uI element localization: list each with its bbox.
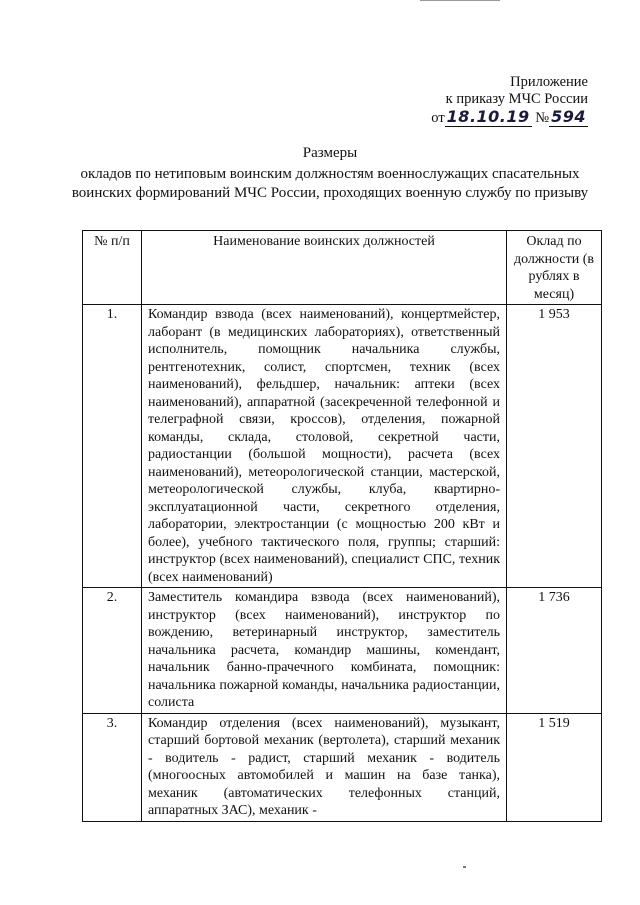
header-name: Наименование воинских должностей — [142, 231, 507, 305]
header-num: № п/п — [83, 231, 142, 305]
annex-date-number — [388, 108, 588, 127]
row-position-names: Заместитель командира взвода (всех наименований), инструктор (всех наименований), инструктор по вождению, ветеринарный инструктор, заместитель начальника расчета, командир машины, комендант, начальник банно-прачечного комбината, помощник: начальника пожарной команды, начальника радиостанции, солиста — [142, 588, 507, 714]
table-header-row — [83, 231, 602, 305]
from-label: от — [431, 110, 445, 126]
row-num: 3. — [83, 713, 142, 821]
handwritten-date: 18.10.19 — [446, 107, 530, 126]
scan-artifact — [420, 0, 500, 3]
scan-artifact-dot — [463, 866, 466, 868]
row-salary: 1 519 — [507, 713, 602, 821]
row-num: 1. — [83, 305, 142, 588]
row-position-names: Командир отделения (всех наименований), музыкант, старший бортовой механик (вертолета), старший механик - водитель - радист, старший механик - водитель (многоосных автомобилей и машин на базе танка), механик (автоматических телефонных станций, аппаратных ЗАС), механик - — [142, 713, 507, 821]
annex-label: Приложение — [510, 74, 588, 90]
row-salary: 1 953 — [507, 305, 602, 588]
table-row — [83, 305, 602, 588]
header-salary: Оклад по должности (в рублях в месяц) — [507, 231, 602, 305]
row-num: 2. — [83, 588, 142, 714]
title-subtitle: окладов по нетиповым воинским должностям военнослужащих спасательных воинских формирований МЧС России, проходящих военную службу по призыву — [71, 166, 589, 201]
handwritten-number: 594 — [551, 107, 586, 126]
row-position-names: Командир взвода (всех наименований), концертмейстер, лаборант (в медицинских лабораториях), ответственный исполнитель, помощник начальника службы, рентгенотехник, солист, спортсмен, техник (всех наименований), фельдшер, начальник: аптеки (всех наименований), аппаратной (засекреченной телефонной и телеграфной связи, кроссов), отделения, пожарной команды, склада, столовой, секретной части, радиостанции (большой мощности), расчета (всех наименований), метеорологической станции, мастерской, метеорологической службы, клуба, квартирно-эксплуатационной части, секретного отделения, лаборатории, электростанции (с мощностью 200 кВт и более), учебного тактического поля, группы; старший: инструктор (всех наименований), специалист СПС, техник (всех наименований) — [142, 305, 507, 588]
number-label: № — [535, 110, 550, 126]
table-row — [83, 588, 602, 714]
title-heading: Размеры — [302, 145, 358, 161]
annex-order-ref: к приказу МЧС России — [445, 91, 588, 107]
table-row — [83, 713, 602, 821]
document-title — [60, 144, 600, 203]
salary-table — [82, 230, 602, 822]
annex-block — [388, 74, 588, 127]
row-salary: 1 736 — [507, 588, 602, 714]
